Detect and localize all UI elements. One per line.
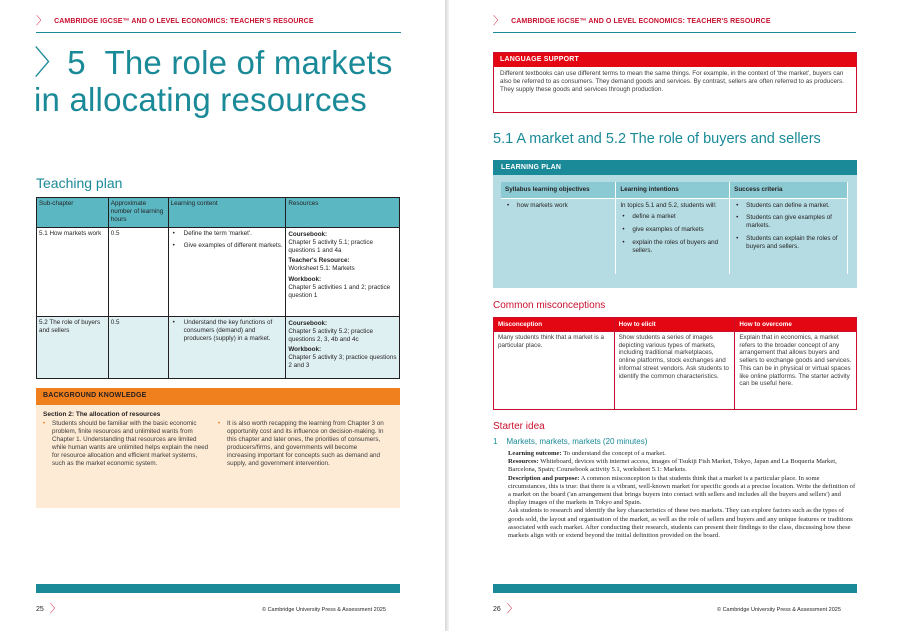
column-header: Syllabus learning objectives [501, 182, 616, 198]
list-item: • Students can give examples of markets. [734, 214, 843, 230]
footer-bar [36, 584, 400, 593]
page-number [493, 604, 518, 615]
page-number [36, 604, 61, 615]
resource-label: Coursebook: [288, 320, 328, 327]
copyright: © Cambridge University Press & Assessment 2025 [262, 607, 386, 613]
content-cell [168, 317, 286, 379]
section-heading: 5.1 A market and 5.2 The role of buyers and sellers [493, 131, 821, 147]
running-head [36, 16, 314, 27]
table-header-row [494, 318, 857, 332]
table-header-row [37, 198, 400, 228]
table-row [37, 317, 400, 379]
header-rule [36, 32, 401, 33]
chevron-right-icon: 〉 [506, 603, 518, 615]
description-label: Description and purpose: [508, 474, 580, 482]
table-row [37, 228, 400, 317]
chevron-right-icon: 〉 [493, 15, 505, 27]
list-item: • Students should be familiar with the basic economic problem, finite resources and unlimited wants from Chapter 1. Understanding that resources are limited while human wants are unlimited helps explain the need for resource allocation and efficient market systems, such as the market economic system. [43, 420, 210, 467]
background-knowledge-subheading: Section 2: The allocation of resources [43, 411, 161, 418]
language-support-heading: LANGUAGE SUPPORT [494, 53, 856, 67]
misconceptions-table [493, 317, 857, 410]
table-row [501, 198, 848, 274]
list-item: • Define the term 'market'. [171, 230, 284, 238]
footer-bar [493, 584, 857, 593]
background-knowledge-box [36, 388, 400, 508]
header-rule [493, 32, 856, 33]
list-item: • Give examples of different markets. [171, 242, 284, 250]
resources-cell [286, 317, 400, 379]
background-column [43, 420, 218, 467]
description-paragraph: Ask students to research and identify the key characteristics of these two markets. They can explore factors such as the types of goods sold, the layout and organisation of the market, as well as the role of sellers and buyers and any unique features or traditions associated with each market. After conducting their research, students can present their findings to the class, discussing how these markets align with or extend beyond the initial definition provided on the board. [508, 507, 853, 540]
chapter-number: 5 [67, 44, 86, 81]
list-item: • Students can explain the roles of buyers and sellers. [734, 235, 843, 251]
resource-label: Teacher's Resource: [288, 257, 350, 265]
objectives-cell [501, 198, 616, 274]
sub-chapter-cell: 5.1 How markets work [37, 228, 109, 317]
column-header: Misconception [494, 318, 615, 332]
chevron-right-icon: 〉 [34, 44, 68, 81]
activity-title [493, 437, 647, 446]
table-header-row [501, 182, 848, 198]
chevron-right-icon: 〉 [36, 15, 48, 27]
running-head-text: CAMBRIDGE IGCSE™ AND O LEVEL ECONOMICS: TEACHER'S RESOURCE [54, 18, 314, 25]
activity-title-text: Markets, markets, markets (20 minutes) [506, 437, 648, 446]
hours-cell: 0.5 [108, 228, 168, 317]
list-item: • Students can define a market. [734, 202, 843, 210]
teaching-plan-heading: Teaching plan [36, 175, 123, 191]
resource-text: Chapter 5 activity 3; practice questions 2 and 3 [288, 354, 397, 369]
resource-text: Chapter 5 activity 5.2; practice questions 2, 3, 4b and 4c [288, 327, 374, 343]
list-item: • give examples of markets [620, 226, 725, 234]
learning-outcome-label: Learning outcome: [508, 450, 562, 457]
language-support-box [493, 52, 857, 113]
criteria-cell [730, 198, 848, 274]
description-line [508, 475, 858, 508]
resource-text: Chapter 5 activities 1 and 2; practice question 1 [288, 283, 391, 299]
page-number-text: 26 [493, 606, 501, 613]
learning-outcome [508, 450, 858, 458]
activity-body [508, 450, 858, 540]
intentions-cell [616, 198, 730, 274]
activity-number: 1 [493, 437, 498, 446]
list-item: • define a market [620, 213, 725, 221]
intentions-intro: In topics 5.1 and 5.2, students will: [620, 201, 717, 209]
running-head [493, 16, 771, 27]
right-page [449, 0, 898, 631]
running-head-text: CAMBRIDGE IGCSE™ AND O LEVEL ECONOMICS: TEACHER'S RESOURCE [511, 18, 771, 25]
chapter-title [34, 44, 414, 118]
page-number-text: 25 [36, 606, 44, 613]
teaching-plan-table [36, 197, 400, 379]
list-item: • how markets work [505, 202, 611, 210]
resource-label: Workbook: [288, 346, 322, 354]
content-cell [168, 228, 286, 317]
copyright: © Cambridge University Press & Assessment 2025 [717, 607, 841, 613]
column-header: Approximate number of learning hours [108, 198, 168, 228]
learning-plan-table [501, 182, 848, 274]
list-item: • Understand the key functions of consumers (demand) and producers (supply) in a market. [171, 319, 284, 342]
column-header: Learning content [168, 198, 286, 228]
resource-text: Chapter 5 activity 5.1; practice questions 1 and 4a [288, 238, 374, 254]
resources-line [508, 458, 858, 474]
column-header: Sub-chapter [37, 198, 109, 228]
column-header: Success criteria [730, 182, 848, 198]
list-item: • It is also worth recapping the learning from Chapter 3 on opportunity cost and its influence on decision-making. In this chapter and later ones, the priorities of consumers, producers/firms, and governments will become increasing important for concepts such as demand and supply, and government intervention. [218, 420, 385, 467]
column-header: Learning intentions [616, 182, 730, 198]
resources-cell [286, 228, 400, 317]
hours-cell: 0.5 [108, 317, 168, 379]
column-header: How to overcome [735, 318, 857, 332]
elicit-cell: Show students a series of images depicting various types of markets, including traditional marketplaces, online platforms, stock exchanges and informal street vendors. Ask students to identify the common characteristics. [614, 332, 735, 410]
column-header: Resources [286, 198, 400, 228]
resources-label: Resources: [508, 458, 539, 466]
chevron-right-icon: 〉 [49, 603, 61, 615]
learning-plan-box [493, 160, 857, 288]
learning-plan-heading: LEARNING PLAN [493, 160, 857, 175]
misconception-cell: Many students think that a market is a particular place. [494, 332, 615, 410]
language-support-text: Different textbooks can use different terms to mean the same things. For example, in the context of 'the market', buyers can also be referred to as consumers. They demand goods and services. By contrast, sellers are often referred to as producers. They supply these goods and services through production. [500, 70, 844, 93]
resource-label: Workbook: [288, 275, 322, 283]
overcome-cell: Explain that in economics, a market refers to the broader concept of any arrangement that allows buyers and sellers to exchange goods and services. This can be in physical or virtual spaces like online platforms. The starter activity can be useful here. [735, 332, 857, 410]
background-knowledge-heading: BACKGROUND KNOWLEDGE [36, 388, 400, 405]
description-text: A common misconception is that students think that a market is a particular place. In some circumstances, this is true: that there is a vibrant, well-known market for specific goods at a precise location. Write the definition of a market on the board ('an arrangement that brings buyers into contact with sellers and includes all the buyers and sellers') and display images of the markets in Tokyo and Spain. [508, 474, 856, 507]
starter-heading: Starter idea [493, 421, 545, 432]
background-column [218, 420, 393, 467]
list-item: • explain the roles of buyers and sellers. [620, 239, 725, 255]
table-row [494, 332, 857, 410]
misconceptions-heading: Common misconceptions [493, 300, 606, 311]
resource-text: Worksheet 5.1: Markets [288, 265, 355, 273]
column-header: How to elicit [614, 318, 735, 332]
sub-chapter-cell: 5.2 The role of buyers and sellers [37, 317, 109, 379]
resource-label: Coursebook: [288, 231, 328, 238]
resources-text: Whiteboard, devices with internet access, images of Tsukiji Fish Market, Tokyo, Japan and La Boqueria Market, Barcelona, Spain; Coursebook activity 5.1, worksheet 5.1: Markets. [508, 458, 837, 474]
chapter-title-text: The role of markets in allocating resources [34, 44, 393, 118]
learning-outcome-text: To understand the concept of a market. [563, 450, 666, 457]
